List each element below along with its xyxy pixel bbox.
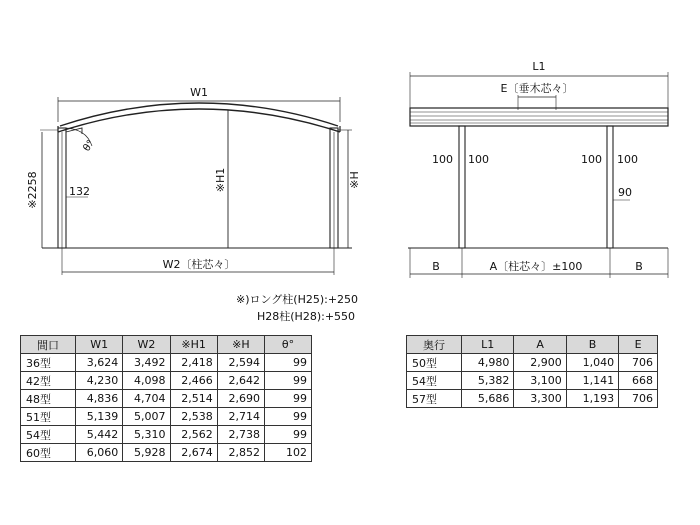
dim-132-label: 132 bbox=[69, 185, 90, 198]
table-cell: 668 bbox=[619, 372, 658, 390]
table-cell: 4,980 bbox=[462, 354, 514, 372]
table-row bbox=[21, 390, 312, 408]
side-left-100a-label: 100 bbox=[432, 153, 453, 166]
table-cell: 2,690 bbox=[217, 390, 264, 408]
table-cell: 4,230 bbox=[76, 372, 123, 390]
table-cell: 2,514 bbox=[170, 390, 217, 408]
roof-arch-outer bbox=[58, 109, 340, 132]
table-cell: 2,674 bbox=[170, 444, 217, 462]
table-cell: 5,007 bbox=[123, 408, 170, 426]
h1-label: ※H1 bbox=[214, 167, 227, 193]
table-cell: 4,836 bbox=[76, 390, 123, 408]
header-cell: E bbox=[619, 336, 658, 354]
table-cell: 99 bbox=[265, 390, 312, 408]
table-cell: 42型 bbox=[21, 372, 76, 390]
table-cell: 1,141 bbox=[566, 372, 618, 390]
table-cell: 54型 bbox=[407, 372, 462, 390]
table-cell: 2,900 bbox=[514, 354, 566, 372]
header-cell: L1 bbox=[462, 336, 514, 354]
table-row bbox=[21, 408, 312, 426]
header-cell: ※H1 bbox=[170, 336, 217, 354]
table-cell: 706 bbox=[619, 354, 658, 372]
dim-90-label: 90 bbox=[618, 186, 632, 199]
table-cell: 2,594 bbox=[217, 354, 264, 372]
table-cell: 5,928 bbox=[123, 444, 170, 462]
table-cell: 36型 bbox=[21, 354, 76, 372]
l1-label: L1 bbox=[532, 60, 546, 73]
table-cell: 54型 bbox=[21, 426, 76, 444]
b-right-label: B bbox=[635, 260, 643, 273]
header-cell: B bbox=[566, 336, 618, 354]
table-cell: 5,382 bbox=[462, 372, 514, 390]
table-row bbox=[21, 372, 312, 390]
w2-label: W2〔柱芯々〕 bbox=[162, 258, 236, 271]
table-cell: 706 bbox=[619, 390, 658, 408]
table-cell: 99 bbox=[265, 372, 312, 390]
b-left-label: B bbox=[432, 260, 440, 273]
table-cell: 3,624 bbox=[76, 354, 123, 372]
header-cell: 間口 bbox=[21, 336, 76, 354]
h2258-label: ※2258 bbox=[26, 171, 39, 209]
table-row bbox=[407, 354, 658, 372]
side-left-100b-label: 100 bbox=[468, 153, 489, 166]
table-cell: 99 bbox=[265, 426, 312, 444]
table-header-row bbox=[407, 336, 658, 354]
note-long-post: ※)ロング柱(H25):+250 bbox=[236, 293, 359, 306]
side-left-post bbox=[459, 126, 465, 248]
table-row bbox=[21, 354, 312, 372]
roof-panel bbox=[410, 108, 668, 126]
table-cell: 2,538 bbox=[170, 408, 217, 426]
table-row bbox=[407, 372, 658, 390]
table-cell: 48型 bbox=[21, 390, 76, 408]
header-cell: W2 bbox=[123, 336, 170, 354]
side-right-100a-label: 100 bbox=[581, 153, 602, 166]
depth-spec-table bbox=[406, 335, 658, 408]
table-cell: 5,686 bbox=[462, 390, 514, 408]
theta-label: θ° bbox=[81, 138, 97, 154]
table-cell: 2,562 bbox=[170, 426, 217, 444]
table-cell: 1,193 bbox=[566, 390, 618, 408]
table-cell: 99 bbox=[265, 354, 312, 372]
note-h28-post: H28柱(H28):+550 bbox=[257, 310, 356, 323]
table-cell: 3,100 bbox=[514, 372, 566, 390]
table-cell: 5,139 bbox=[76, 408, 123, 426]
table-cell: 2,466 bbox=[170, 372, 217, 390]
h-label: ※H bbox=[348, 171, 361, 189]
table-cell: 51型 bbox=[21, 408, 76, 426]
table-row bbox=[407, 390, 658, 408]
table-row bbox=[21, 444, 312, 462]
table-cell: 57型 bbox=[407, 390, 462, 408]
header-cell: A bbox=[514, 336, 566, 354]
side-right-post bbox=[607, 126, 613, 248]
table-cell: 2,642 bbox=[217, 372, 264, 390]
table-cell: 5,442 bbox=[76, 426, 123, 444]
table-cell: 2,738 bbox=[217, 426, 264, 444]
table-cell: 5,310 bbox=[123, 426, 170, 444]
header-cell: θ° bbox=[265, 336, 312, 354]
w1-label: W1 bbox=[190, 86, 208, 99]
roof-arch-inner bbox=[60, 103, 338, 126]
table-cell: 1,040 bbox=[566, 354, 618, 372]
table-row bbox=[21, 426, 312, 444]
header-cell: ※H bbox=[217, 336, 264, 354]
table-cell: 2,714 bbox=[217, 408, 264, 426]
table-cell: 4,098 bbox=[123, 372, 170, 390]
table-cell: 99 bbox=[265, 408, 312, 426]
a-label: A〔柱芯々〕±100 bbox=[489, 260, 583, 273]
width-spec-table bbox=[20, 335, 312, 462]
e-label: E〔垂木芯々〕 bbox=[500, 82, 574, 95]
header-cell: 奥行 bbox=[407, 336, 462, 354]
table-cell: 102 bbox=[265, 444, 312, 462]
table-cell: 2,852 bbox=[217, 444, 264, 462]
header-cell: W1 bbox=[76, 336, 123, 354]
table-cell: 3,300 bbox=[514, 390, 566, 408]
table-cell: 2,418 bbox=[170, 354, 217, 372]
side-right-100b-label: 100 bbox=[617, 153, 638, 166]
table-cell: 60型 bbox=[21, 444, 76, 462]
table-header-row bbox=[21, 336, 312, 354]
table-cell: 6,060 bbox=[76, 444, 123, 462]
table-cell: 4,704 bbox=[123, 390, 170, 408]
table-cell: 3,492 bbox=[123, 354, 170, 372]
side-view bbox=[408, 72, 668, 278]
table-cell: 50型 bbox=[407, 354, 462, 372]
